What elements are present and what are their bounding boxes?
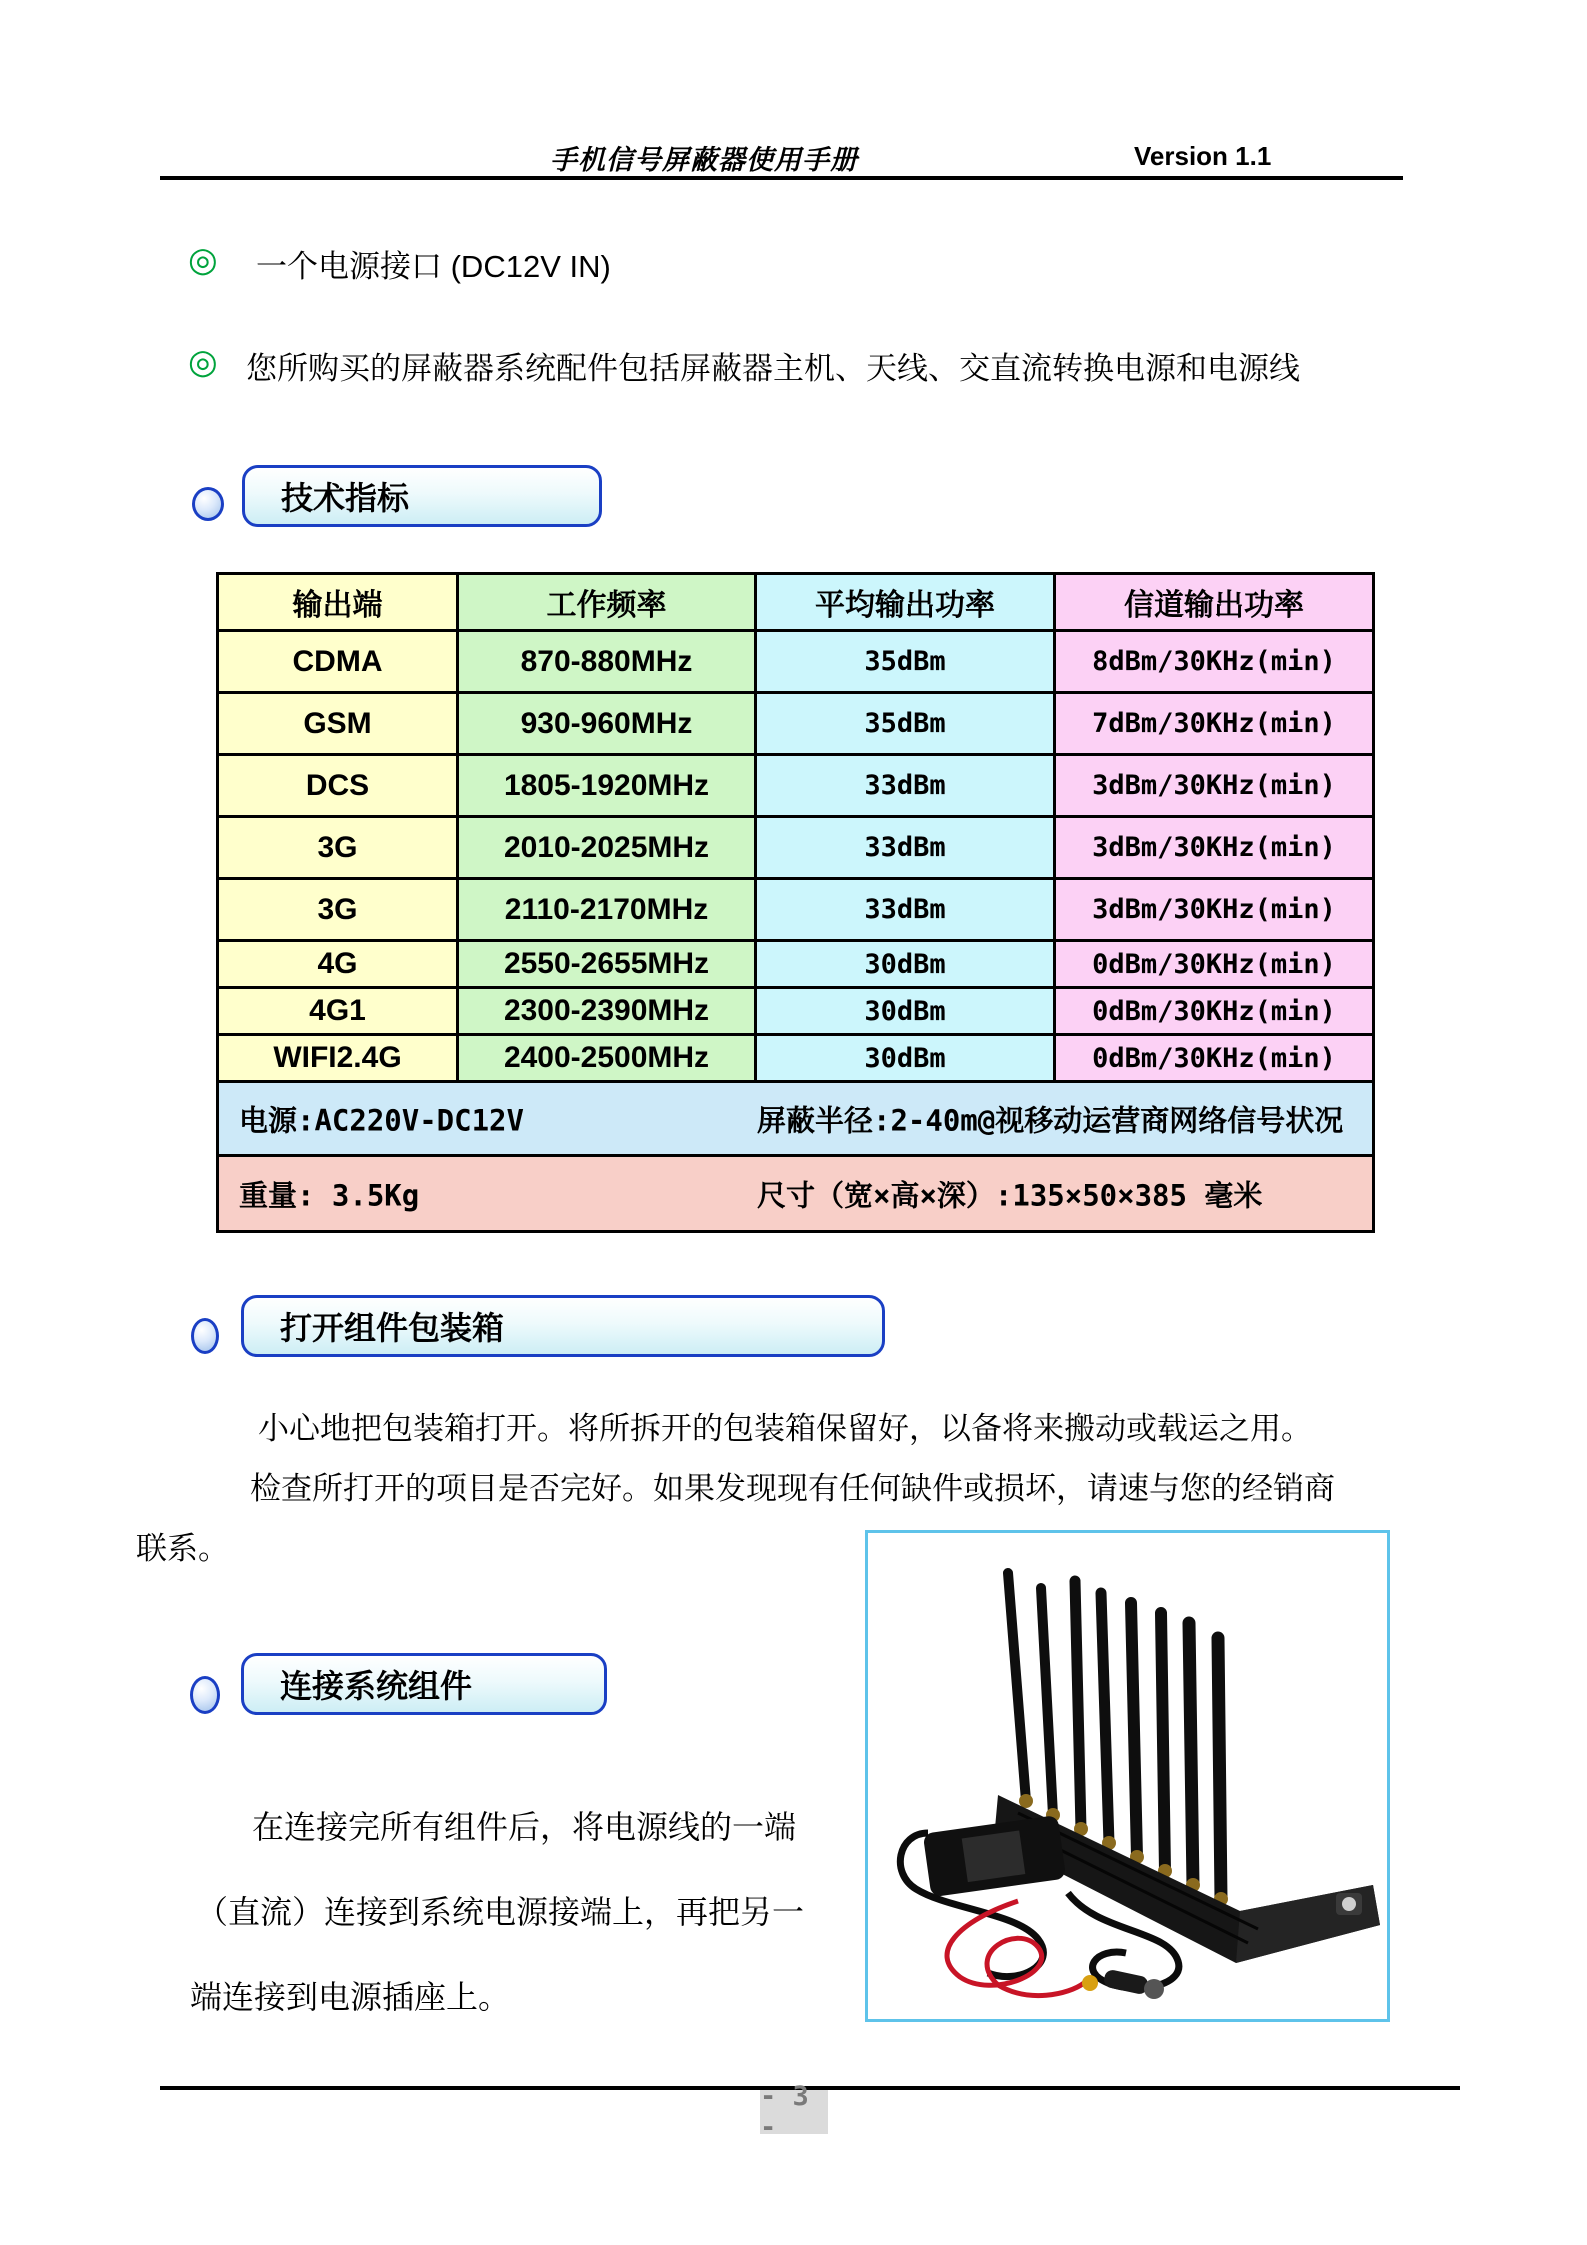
cell-chan: 3dBm/30KHz(min)	[1055, 879, 1374, 941]
table-row-weight	[218, 1156, 1374, 1232]
jammer-device-illustration	[868, 1533, 1387, 2019]
header-rule	[160, 176, 1403, 180]
cell-band: 3G	[218, 817, 458, 879]
cell-chan: 8dBm/30KHz(min)	[1055, 631, 1374, 693]
page-number-badge	[760, 2081, 828, 2143]
cell-band: CDMA	[218, 631, 458, 693]
power-row-cell	[218, 1082, 1374, 1156]
unpack-paragraph-line: 小心地把包装箱打开。将所拆开的包装箱保留好，以备将来搬动或载运之用。	[258, 1411, 1312, 1446]
cell-avg: 30dBm	[756, 1035, 1055, 1082]
cell-avg: 33dBm	[756, 755, 1055, 817]
unpack-paragraph-line: 检查所打开的项目是否完好。如果发现现有任何缺件或损坏，请速与您的经销商	[250, 1471, 1335, 1506]
cell-avg: 30dBm	[756, 941, 1055, 988]
connect-paragraph-line: 端连接到电源插座上。	[190, 1979, 511, 2015]
col-header-output: 输出端	[218, 574, 458, 631]
cell-avg: 35dBm	[756, 631, 1055, 693]
cell-band: 3G	[218, 879, 458, 941]
cell-freq: 2110-2170MHz	[458, 879, 756, 941]
product-photo	[865, 1530, 1390, 2022]
table-row	[218, 631, 1374, 693]
section-header-connect	[241, 1653, 607, 1715]
cell-freq: 930-960MHz	[458, 693, 756, 755]
cell-chan: 0dBm/30KHz(min)	[1055, 941, 1374, 988]
section-bullet-circle	[192, 487, 224, 521]
unpack-paragraph-line: 联系。	[136, 1531, 229, 1566]
section-bullet-circle	[190, 1676, 220, 1714]
cell-avg: 33dBm	[756, 879, 1055, 941]
cell-band: GSM	[218, 693, 458, 755]
version-label: Version 1.1	[1134, 141, 1272, 171]
section-title: 连接系统组件	[280, 1668, 473, 1704]
cell-chan: 3dBm/30KHz(min)	[1055, 755, 1374, 817]
col-header-channel-power: 信道输出功率	[1055, 574, 1374, 631]
bullet-text-accessories: 您所购买的屏蔽器系统配件包括屏蔽器主机、天线、交直流转换电源和电源线	[246, 351, 1300, 386]
table-row	[218, 755, 1374, 817]
table-row	[218, 941, 1374, 988]
spec-table	[216, 572, 1375, 1233]
bullet-icon: ◎	[188, 343, 218, 381]
cell-freq: 1805-1920MHz	[458, 755, 756, 817]
cell-avg: 33dBm	[756, 817, 1055, 879]
section-header-tech-specs	[242, 465, 602, 527]
section-title: 技术指标	[281, 480, 410, 516]
dimensions-spec: 尺寸（宽×高×深）:135×50×385 毫米	[757, 1178, 1263, 1212]
bullet-text-power-port: 一个电源接口 (DC12V IN)	[256, 249, 611, 284]
connect-paragraph-line: （直流）连接到系统电源接端上，再把另一	[196, 1894, 805, 1930]
section-title: 打开组件包装箱	[280, 1310, 505, 1346]
page-number: - 3 -	[760, 2081, 809, 2143]
cell-freq: 2300-2390MHz	[458, 988, 756, 1035]
table-row	[218, 1035, 1374, 1082]
cell-avg: 30dBm	[756, 988, 1055, 1035]
table-header-row	[218, 574, 1374, 631]
table-row	[218, 879, 1374, 941]
table-row	[218, 817, 1374, 879]
cell-band: 4G1	[218, 988, 458, 1035]
table-row-power	[218, 1082, 1374, 1156]
cell-chan: 0dBm/30KHz(min)	[1055, 1035, 1374, 1082]
table-row	[218, 988, 1374, 1035]
power-spec: 电源:AC220V-DC12V	[239, 1103, 524, 1137]
cell-chan: 3dBm/30KHz(min)	[1055, 817, 1374, 879]
weight-row-cell	[218, 1156, 1374, 1232]
cell-band: DCS	[218, 755, 458, 817]
section-header-unpack	[241, 1295, 885, 1357]
shield-radius-spec: 屏蔽半径:2-40m@视移动运营商网络信号状况	[757, 1103, 1344, 1137]
table-row	[218, 693, 1374, 755]
cell-freq: 2400-2500MHz	[458, 1035, 756, 1082]
cell-band: WIFI2.4G	[218, 1035, 458, 1082]
col-header-frequency: 工作频率	[458, 574, 756, 631]
cell-chan: 7dBm/30KHz(min)	[1055, 693, 1374, 755]
weight-spec: 重量: 3.5Kg	[239, 1178, 420, 1212]
spec-table-grid	[216, 572, 1375, 1233]
connect-paragraph-line: 在连接完所有组件后，将电源线的一端	[252, 1809, 797, 1845]
cell-freq: 2550-2655MHz	[458, 941, 756, 988]
cell-freq: 870-880MHz	[458, 631, 756, 693]
cell-band: 4G	[218, 941, 458, 988]
bullet-icon: ◎	[188, 241, 218, 279]
col-header-avg-power: 平均输出功率	[756, 574, 1055, 631]
cell-freq: 2010-2025MHz	[458, 817, 756, 879]
section-bullet-circle	[191, 1318, 219, 1354]
cell-chan: 0dBm/30KHz(min)	[1055, 988, 1374, 1035]
cell-avg: 35dBm	[756, 693, 1055, 755]
document-title: 手机信号屏蔽器使用手册	[550, 145, 858, 175]
